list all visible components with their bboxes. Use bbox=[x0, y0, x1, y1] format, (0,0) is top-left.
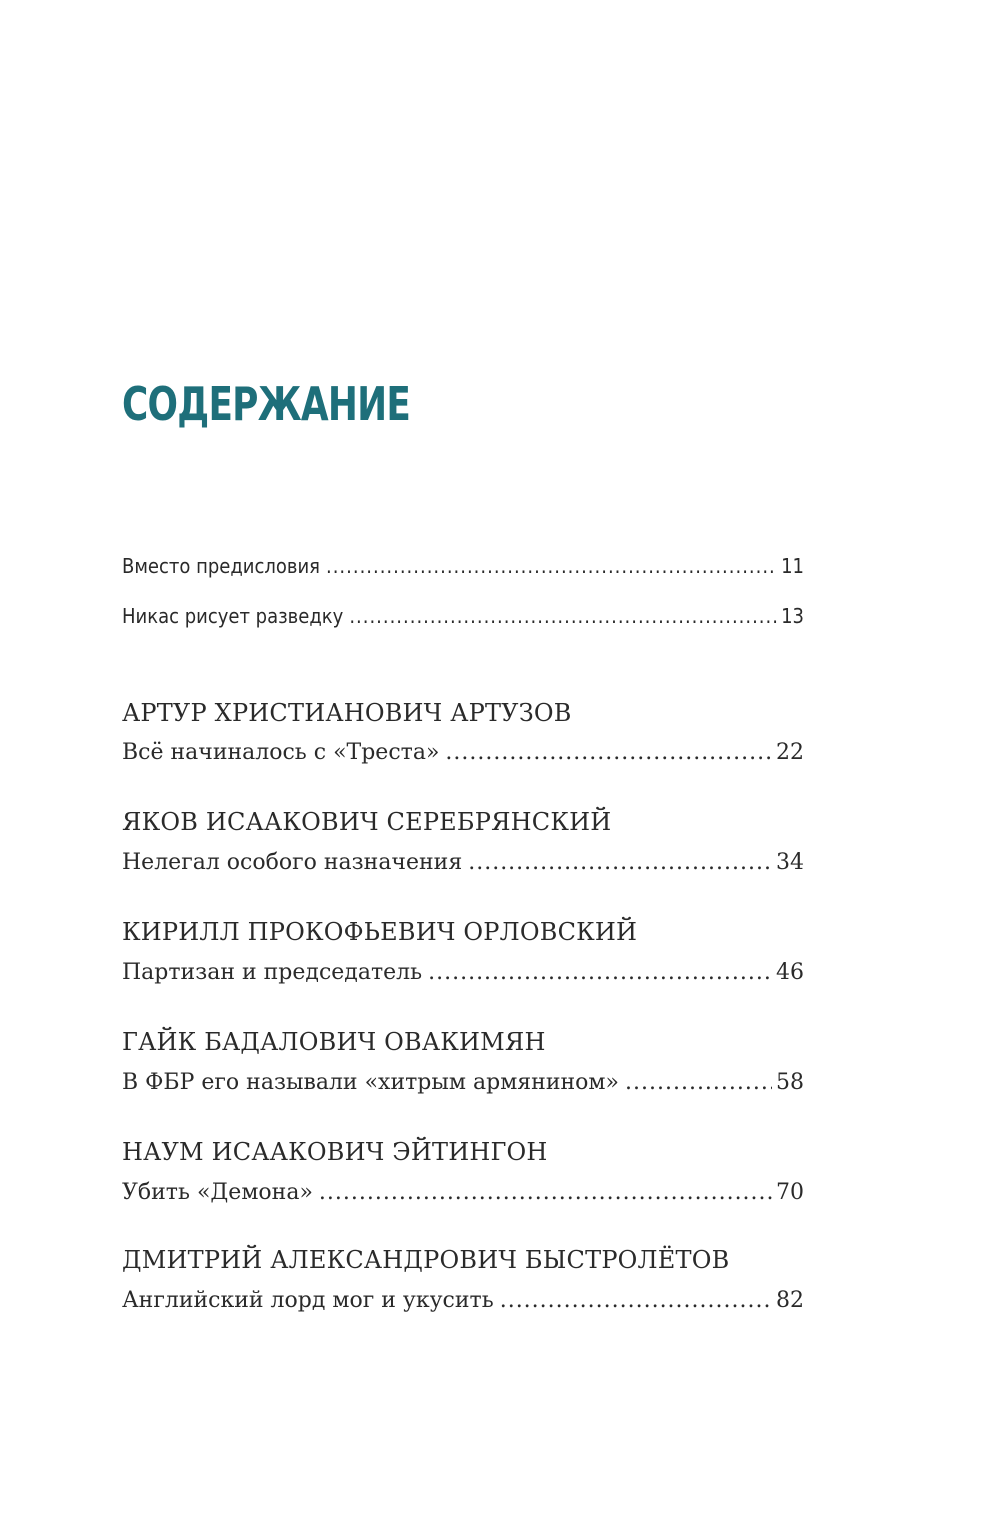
toc-entry-label: В ФБР его называли «хитрым армянином» bbox=[122, 1070, 619, 1095]
dot-leader bbox=[445, 738, 772, 768]
toc-entry[interactable] bbox=[122, 552, 804, 580]
toc-entry-page: 82 bbox=[776, 1288, 804, 1313]
toc-entry-label: Нелегал особого назначения bbox=[122, 850, 463, 875]
toc-entry-page: 13 bbox=[781, 604, 804, 628]
toc-entry-label: Английский лорд мог и укусить bbox=[122, 1288, 494, 1313]
toc-entry[interactable] bbox=[122, 1286, 804, 1316]
chapter-person-name: АРТУР ХРИСТИАНОВИЧ АРТУЗОВ bbox=[122, 699, 572, 727]
chapter-person-name: НАУМ ИСААКОВИЧ ЭЙТИНГОН bbox=[122, 1138, 548, 1166]
toc-entry[interactable] bbox=[122, 602, 804, 630]
toc-entry-label: Вместо предисловия bbox=[122, 554, 320, 578]
chapter-person-name: ГАЙК БАДАЛОВИЧ ОВАКИМЯН bbox=[122, 1028, 546, 1056]
dot-leader bbox=[468, 848, 772, 878]
toc-entry[interactable] bbox=[122, 738, 804, 768]
chapter-person-name: ЯКОВ ИСААКОВИЧ СЕРЕБРЯНСКИЙ bbox=[122, 808, 612, 836]
dot-leader bbox=[428, 958, 772, 988]
toc-entry-page: 11 bbox=[781, 554, 804, 578]
toc-entry-page: 58 bbox=[776, 1070, 804, 1095]
dot-leader bbox=[319, 1178, 772, 1208]
toc-entry-label: Убить «Демона» bbox=[122, 1180, 313, 1205]
toc-entry-label: Партизан и председатель bbox=[122, 960, 423, 985]
chapter-person-name: ДМИТРИЙ АЛЕКСАНДРОВИЧ БЫСТРОЛЁТОВ bbox=[122, 1246, 730, 1274]
toc-entry[interactable] bbox=[122, 1178, 804, 1208]
dot-leader bbox=[625, 1068, 772, 1098]
dot-leader bbox=[500, 1286, 772, 1316]
toc-entry-page: 34 bbox=[776, 850, 804, 875]
toc-entry-label: Всё начиналось с «Треста» bbox=[122, 740, 440, 765]
toc-entry[interactable] bbox=[122, 958, 804, 988]
dot-leader bbox=[326, 552, 777, 580]
toc-entry[interactable] bbox=[122, 1068, 804, 1098]
toc-entry[interactable] bbox=[122, 848, 804, 878]
chapter-person-name: КИРИЛЛ ПРОКОФЬЕВИЧ ОРЛОВСКИЙ bbox=[122, 918, 638, 946]
toc-entry-page: 46 bbox=[776, 960, 804, 985]
toc-entry-page: 22 bbox=[776, 740, 804, 765]
dot-leader bbox=[349, 602, 777, 630]
toc-entry-page: 70 bbox=[776, 1180, 804, 1205]
page-title: СОДЕРЖАНИЕ bbox=[122, 377, 411, 431]
toc-entry-label: Никас рисует разведку bbox=[122, 604, 344, 628]
